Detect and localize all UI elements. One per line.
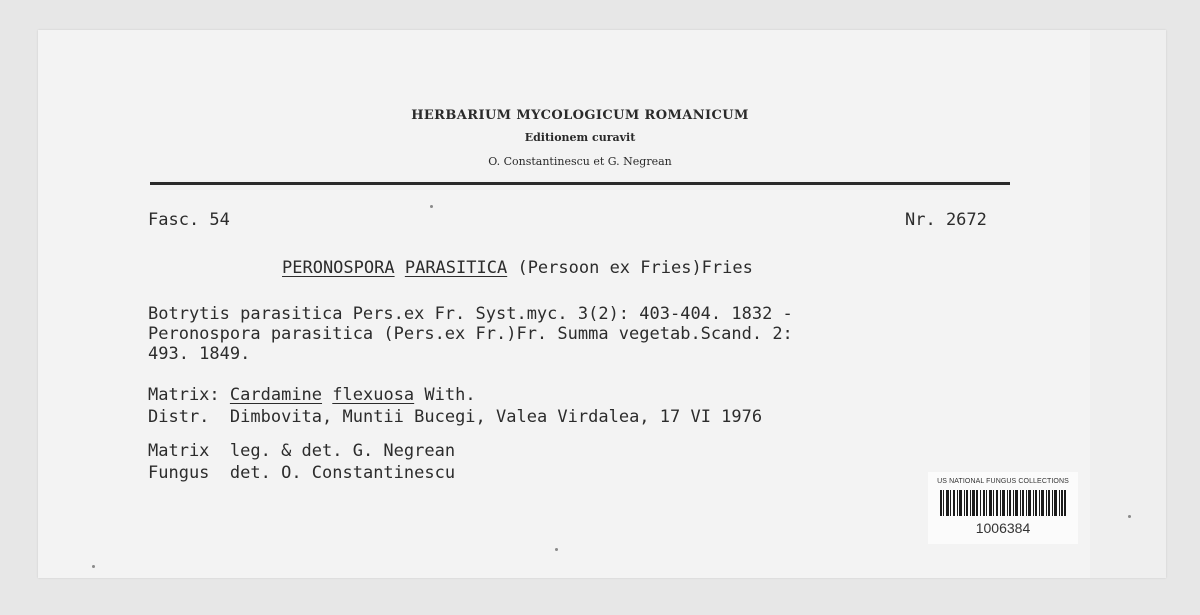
specimen-number: Nr. 2672: [905, 210, 987, 230]
host-authority: With.: [424, 385, 476, 405]
barcode-label: [928, 472, 1078, 544]
herbarium-subtitle: Editionem curavit: [524, 131, 636, 144]
distribution-text: Dimbovita, Muntii Bucegi, Valea Virdalea, 17 VI 1976: [229, 407, 763, 427]
distribution-label: Distr.: [148, 407, 210, 427]
fungus-text: det. O. Constantinescu: [229, 463, 456, 483]
host-epithet: flexuosa: [332, 385, 415, 405]
herbarium-title: HERBARIUM MYCOLOGICUM ROMANICUM: [411, 108, 749, 123]
matrix-line: [148, 385, 476, 405]
collector-text: leg. & det. G. Negrean: [229, 441, 456, 461]
distribution-line: [148, 407, 762, 427]
species-genus: PERONOSPORA: [282, 258, 395, 278]
paper-speck: [92, 565, 95, 568]
synonymy-block: [148, 304, 793, 364]
fungus-label: Fungus: [148, 463, 210, 483]
label-edge-shade: [1090, 30, 1166, 578]
collector-line: [148, 441, 455, 461]
barcode-number: 1006384: [975, 520, 1031, 536]
paper-speck: [555, 548, 558, 551]
species-epithet: PARASITICA: [404, 258, 508, 278]
paper-speck: [1128, 515, 1131, 518]
herbarium-editors: O. Constantinescu et G. Negrean: [488, 155, 672, 168]
species-name: [282, 258, 753, 278]
synonymy-line: Peronospora parasitica (Pers.ex Fr.)Fr. Summa vegetab.Scand. 2:: [148, 324, 793, 344]
matrix-label: Matrix:: [148, 385, 220, 405]
collector-label: Matrix: [148, 441, 210, 461]
barcode-title: US NATIONAL FUNGUS COLLECTIONS: [937, 478, 1069, 485]
species-authority: (Persoon ex Fries)Fries: [517, 258, 753, 278]
barcode-icon: [940, 490, 1066, 516]
header-divider: [150, 182, 1010, 185]
host-genus: Cardamine: [229, 385, 323, 405]
synonymy-line: 493. 1849.: [148, 344, 251, 364]
fascicle-number: Fasc. 54: [148, 210, 230, 230]
paper-speck: [430, 205, 433, 208]
synonymy-line: Botrytis parasitica Pers.ex Fr. Syst.myc. 3(2): 403-404. 1832 -: [148, 304, 793, 324]
fungus-det-line: [148, 463, 455, 483]
